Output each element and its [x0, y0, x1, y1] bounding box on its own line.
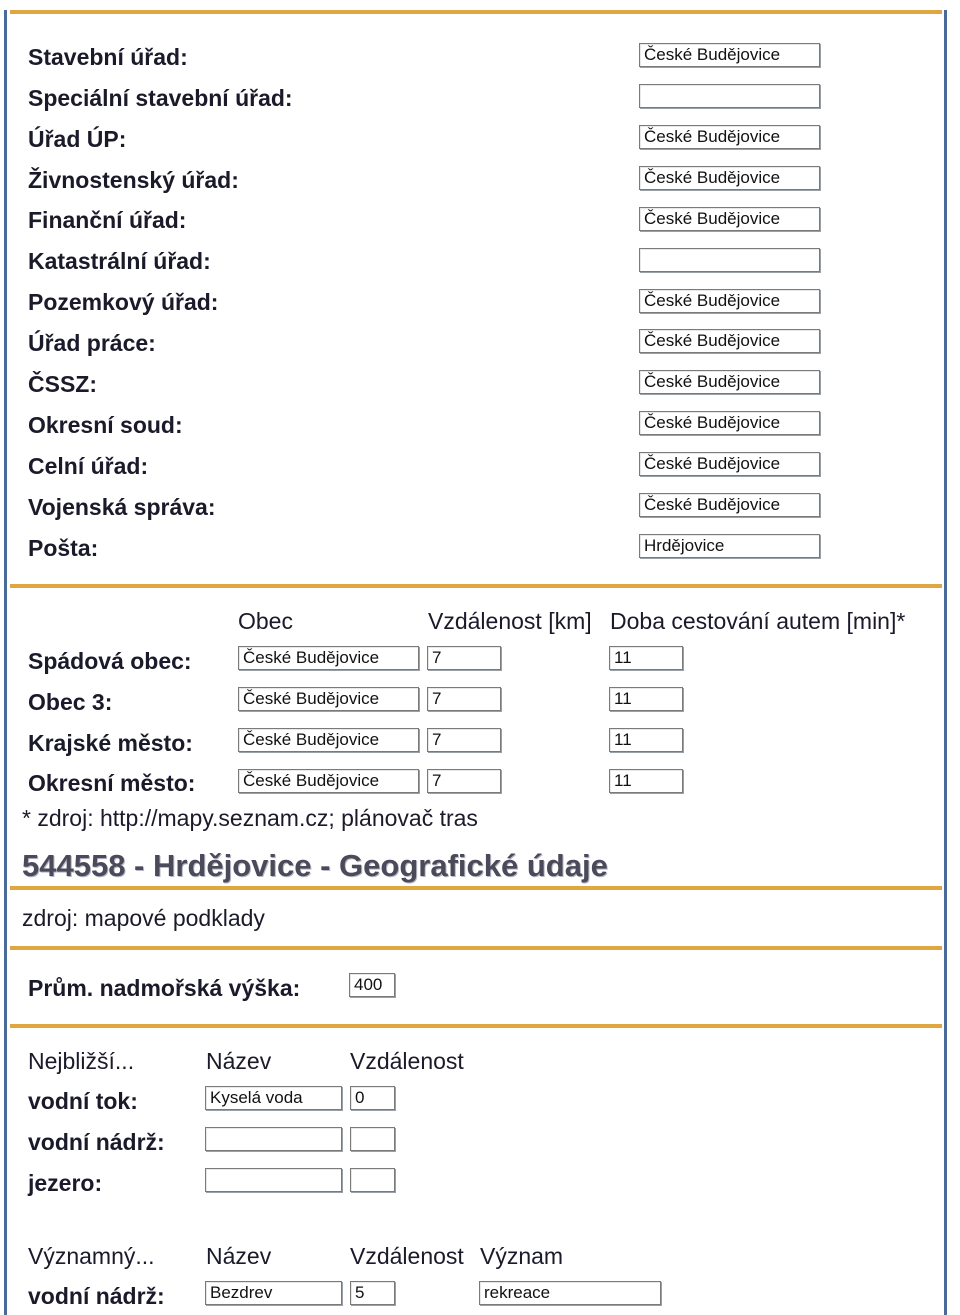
- nearest-vzdalenost: [350, 1127, 395, 1151]
- office-label: Úřad práce:: [28, 330, 156, 356]
- geo-heading: 544558 - Hrdějovice - Geografické údaje: [22, 848, 608, 883]
- office-value: České Budějovice: [639, 370, 820, 394]
- significant-vzdalenost: 5: [350, 1281, 395, 1305]
- office-label: Živnostenský úřad:: [28, 167, 239, 193]
- office-value: České Budějovice: [639, 125, 820, 149]
- significant-vyznam: rekreace: [479, 1281, 661, 1305]
- column-header-vzdalenost: Vzdálenost: [350, 1243, 464, 1269]
- nearest-row-label: vodní tok:: [28, 1088, 138, 1114]
- nearest-nazev: [205, 1127, 342, 1151]
- office-label: Stavební úřad:: [28, 44, 188, 70]
- distance-min: 11: [609, 687, 683, 711]
- distance-km: 7: [427, 646, 501, 670]
- nearest-nazev: Kyselá voda: [205, 1086, 342, 1110]
- office-value: České Budějovice: [639, 493, 820, 517]
- nearest-vzdalenost: 0: [350, 1086, 395, 1110]
- geo-source-note: zdroj: mapové podklady: [22, 905, 265, 931]
- section-divider: [10, 584, 942, 588]
- altitude-value: 400: [349, 973, 395, 997]
- significant-title: Významný...: [28, 1243, 155, 1269]
- distance-row-label: Obec 3:: [28, 689, 113, 715]
- office-label: Vojenská správa:: [28, 494, 216, 520]
- office-label: Speciální stavební úřad:: [28, 85, 293, 111]
- office-value: České Budějovice: [639, 452, 820, 476]
- office-value: České Budějovice: [639, 207, 820, 231]
- top-rule: [10, 10, 942, 14]
- column-header-vzdalenost: Vzdálenost: [350, 1048, 464, 1074]
- office-value: České Budějovice: [639, 329, 820, 353]
- office-label: Pozemkový úřad:: [28, 289, 219, 315]
- column-header-obec: Obec: [238, 608, 293, 634]
- distance-km: 7: [427, 687, 501, 711]
- distance-obec: České Budějovice: [238, 646, 419, 670]
- nearest-row-label: vodní nádrž:: [28, 1129, 165, 1155]
- office-value: České Budějovice: [639, 166, 820, 190]
- distance-obec: České Budějovice: [238, 687, 419, 711]
- frame-right-border: [944, 10, 947, 1315]
- distance-row-label: Okresní město:: [28, 770, 196, 796]
- altitude-label: Prům. nadmořská výška:: [28, 975, 301, 1001]
- significant-nazev: Bezdrev: [205, 1281, 342, 1305]
- distance-source-note: * zdroj: http://mapy.seznam.cz; plánovač tras: [22, 805, 478, 831]
- office-value: [639, 248, 820, 272]
- column-header-vyznam: Význam: [480, 1243, 564, 1269]
- distance-km: 7: [427, 728, 501, 752]
- nearest-row-label: jezero:: [28, 1170, 103, 1196]
- distance-obec: České Budějovice: [238, 769, 419, 793]
- office-label: Celní úřad:: [28, 453, 149, 479]
- section-divider: [10, 1024, 942, 1028]
- office-label: Okresní soud:: [28, 412, 183, 438]
- office-label: Pošta:: [28, 535, 99, 561]
- office-value: České Budějovice: [639, 411, 820, 435]
- office-value: [639, 84, 820, 108]
- significant-row-label: vodní nádrž:: [28, 1283, 165, 1309]
- distance-min: 11: [609, 728, 683, 752]
- office-value: České Budějovice: [639, 43, 820, 67]
- distance-row-label: Krajské město:: [28, 730, 193, 756]
- office-value: České Budějovice: [639, 289, 820, 313]
- office-label: Katastrální úřad:: [28, 248, 211, 274]
- distance-km: 7: [427, 769, 501, 793]
- column-header-vzdalenost: Vzdálenost [km]: [428, 608, 592, 634]
- nearest-nazev: [205, 1168, 342, 1192]
- office-label: Úřad ÚP:: [28, 126, 127, 152]
- column-header-nazev: Název: [206, 1048, 272, 1074]
- nearest-title: Nejbližší...: [28, 1048, 135, 1074]
- distance-min: 11: [609, 646, 683, 670]
- distance-min: 11: [609, 769, 683, 793]
- heading-rule: [10, 886, 942, 890]
- office-value: Hrdějovice: [639, 534, 820, 558]
- distance-obec: České Budějovice: [238, 728, 419, 752]
- column-header-nazev: Název: [206, 1243, 272, 1269]
- distance-row-label: Spádová obec:: [28, 648, 192, 674]
- nearest-vzdalenost: [350, 1168, 395, 1192]
- column-header-doba: Doba cestování autem [min]*: [610, 608, 906, 634]
- office-label: ČSSZ:: [28, 371, 97, 397]
- office-label: Finanční úřad:: [28, 207, 187, 233]
- section-divider: [10, 946, 942, 950]
- frame-left-border: [4, 10, 7, 1315]
